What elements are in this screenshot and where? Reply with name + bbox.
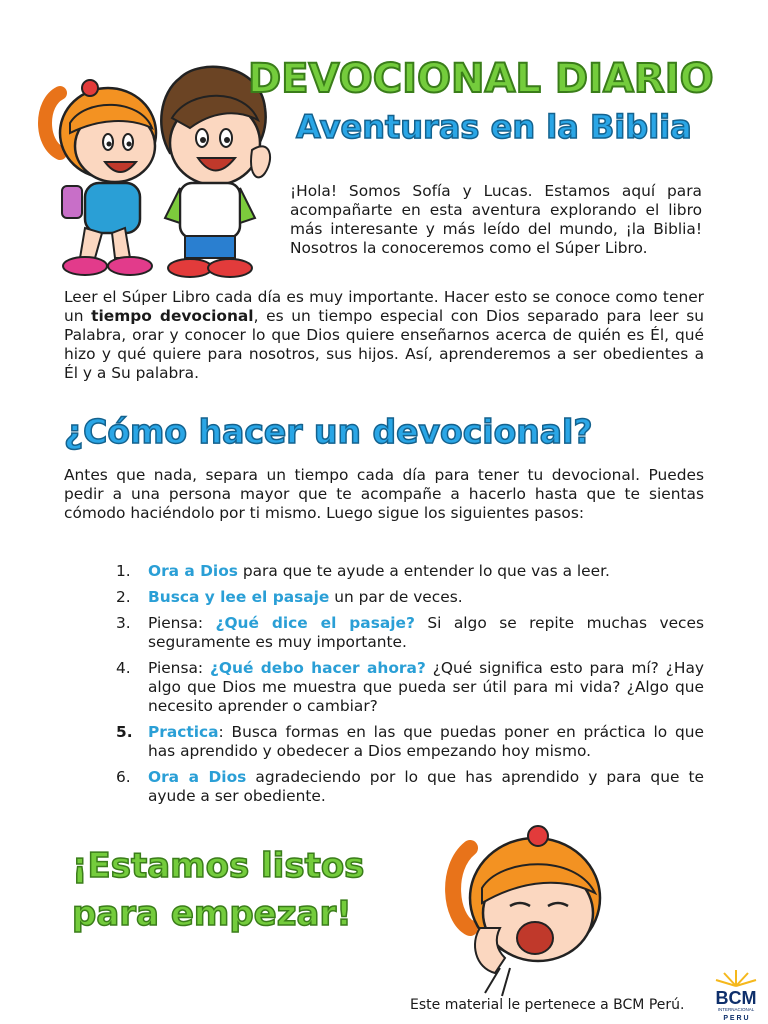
sofia-yawning-illustration (440, 808, 610, 998)
section-heading: ¿Cómo hacer un devocional? (64, 412, 593, 451)
list-item (112, 768, 704, 806)
call-to-action (72, 842, 364, 938)
list-item (112, 614, 704, 652)
step-prefix: Piensa: (148, 614, 216, 632)
devotional-paragraph (64, 288, 704, 383)
step-highlight: ¿Qué dice el pasaje? (215, 614, 415, 632)
step-prefix: Piensa: (148, 659, 210, 677)
logo-text: BCM (715, 988, 757, 1008)
cta-line-2: para empezar! (72, 894, 352, 934)
list-item (112, 562, 704, 581)
sofia-figure (45, 80, 156, 275)
list-item (112, 659, 704, 716)
paragraph-text-after: , es un tiempo especial con Dios separado para leer su Palabra, orar y conocer lo que Dios quiere enseñarnos acerca de quién es Él, qué hizo y qué quiere para nosotros, sus hijos. Así, aprenderemos a ser obedientes a Él y a Su palabra. (64, 307, 704, 382)
step-number: 4. (116, 659, 131, 677)
step-number: 5. (116, 723, 133, 741)
page-subtitle: Aventuras en la Biblia (296, 108, 692, 146)
step-text: agradeciendo por lo que has aprendido y para que te ayude a ser obediente. (148, 768, 704, 805)
step-highlight: Practica (148, 723, 219, 741)
paragraph-text-before: Leer el Súper Libro cada día es muy importante. Hacer esto se conoce como tener un (64, 288, 704, 325)
list-item (112, 588, 704, 607)
tiempo-devocional-term: tiempo devocional (91, 307, 254, 325)
step-text: para que te ayude a entender lo que vas a leer. (237, 562, 610, 580)
step-text: : Busca formas en las que puedas poner en práctica lo que has aprendido y obedecer a Dios empezando hoy mismo. (148, 723, 704, 760)
intro-paragraph: ¡Hola! Somos Sofía y Lucas. Estamos aquí para acompañarte en esta aventura explorando el libro más interesante y más leído del mundo, ¡la Biblia! Nosotros la conoceremos como el Súper Libro. (290, 182, 702, 257)
sofia-lucas-illustration (30, 58, 280, 283)
footer-text: Este material le pertenece a BCM Perú. (410, 997, 685, 1013)
logo-country: P E R U (723, 1015, 749, 1022)
logo-sub: INTERNACIONAL (717, 1007, 755, 1012)
bcm-peru-logo (708, 966, 764, 1022)
step-highlight: ¿Qué debo hacer ahora? (209, 659, 426, 677)
step-number: 1. (116, 562, 131, 580)
step-highlight: Ora a Dios (148, 562, 238, 580)
list-item (112, 723, 704, 761)
steps-list (112, 562, 704, 813)
step-text: Si algo se repite muchas veces seguramente es muy importante. (148, 614, 704, 651)
step-number: 2. (116, 588, 131, 606)
cta-line-1: ¡Estamos listos (72, 846, 365, 886)
page-title: DEVOCIONAL DIARIO (248, 56, 714, 102)
instructions-paragraph: Antes que nada, separa un tiempo cada día para tener tu devocional. Puedes pedir a una persona mayor que te acompañe a hacerlo hasta que te sientas cómodo haciéndolo por ti mismo. Luego sigue los siguientes pasos: (64, 466, 704, 522)
step-highlight: Busca y lee el pasaje (148, 588, 330, 606)
step-number: 3. (116, 614, 131, 632)
step-highlight: Ora a Dios (148, 768, 247, 786)
step-text: ¿Qué significa esto para mí? ¿Hay algo que Dios me muestra que pueda ser útil para mi vida? ¿Algo que necesito aprender o cambiar? (148, 659, 704, 715)
step-text: un par de veces. (329, 588, 463, 606)
step-number: 6. (116, 768, 131, 786)
